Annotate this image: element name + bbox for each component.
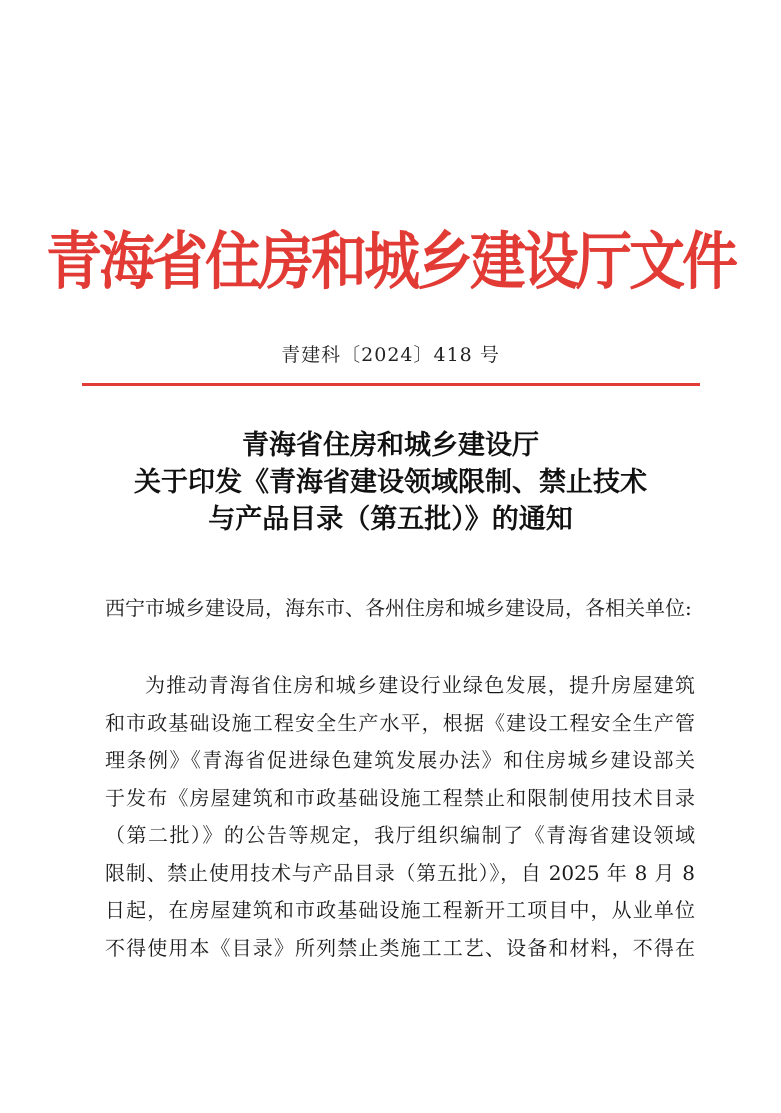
body-line: 理条例》《青海省促进绿色建筑发展办法》和住房城乡建设部关 — [105, 748, 695, 772]
body-line: 日起，在房屋建筑和市政基础设施工程新开工项目中，从业单位 — [105, 898, 695, 922]
body-paragraph — [105, 667, 695, 967]
title-line-3: 与产品目录（第五批）》的通知 — [208, 504, 573, 535]
body-line: 为推动青海省住房和城乡建设行业绿色发展，提升房屋建筑 — [145, 673, 695, 697]
title-line-2: 关于印发《青海省建设领域限制、禁止技术 — [134, 467, 647, 498]
body-line: 于发布《房屋建筑和市政基础设施工程禁止和限制使用技术目录 — [105, 785, 695, 810]
document-title — [0, 427, 781, 538]
document-number: 青建科〔2024〕418 号 — [281, 344, 500, 366]
masthead-title: 青海省住房和城乡建设厅文件 — [46, 226, 735, 299]
body-line: 限制、禁止使用技术与产品目录（第五批）》，自 2025 年 8 月 8 — [105, 860, 695, 885]
body-line: 和市政基础设施工程安全生产水平，根据《建设工程安全生产管 — [105, 710, 695, 735]
body-line: 不得使用本《目录》所列禁止类施工工艺、设备和材料，不得在 — [105, 935, 695, 960]
body-line: （第二批）》的公告等规定，我厅组织编制了《青海省建设领域 — [105, 823, 695, 847]
salutation: 西宁市城乡建设局，海东市、各州住房和城乡建设局，各相关单位: — [105, 596, 692, 620]
title-line-1: 青海省住房和城乡建设厅 — [242, 430, 539, 461]
red-divider-line — [82, 383, 700, 386]
